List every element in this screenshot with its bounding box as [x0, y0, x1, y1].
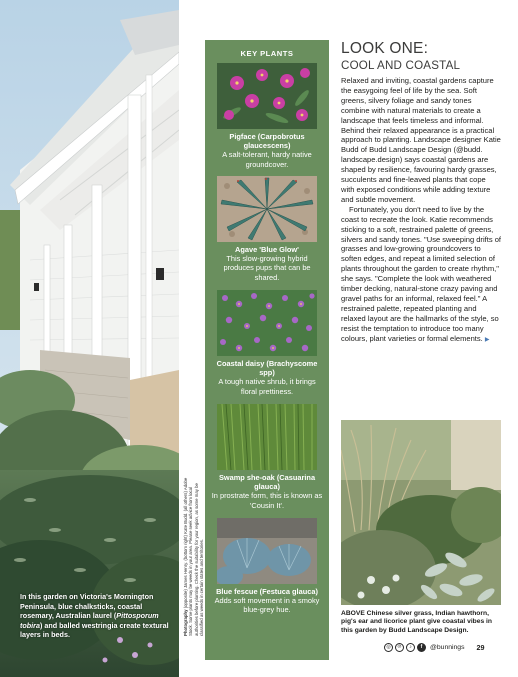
agave-text — [211, 245, 323, 282]
article — [341, 40, 501, 345]
plant-description: In prostrate form, this is known as 'Cousin It'. — [211, 491, 323, 510]
swamp-she-oak-photo — [217, 404, 317, 470]
plant-description: This slow-growing hybrid produces pups that can be shared. — [223, 254, 311, 282]
article-title: LOOK ONE: — [341, 40, 429, 57]
blue-fescue-text — [211, 587, 323, 615]
plant-name: Agave 'Blue Glow' — [235, 245, 299, 254]
facebook-icon[interactable]: f — [417, 643, 426, 652]
plant-description: A tough native shrub, it brings floral prettiness. — [218, 377, 316, 396]
photo-credit-text: Photography (opposite) James Henry. (bottom right) Kate Budd. (all others) Adobe Stock. Some plants may be weeds in your area. Please seek advice from local authorities before planting. Check the suitability for your region, as some may be classified as weeds in certain states and territories. — [183, 477, 205, 636]
page-number: 29 — [476, 642, 485, 652]
article-paragraph-1: Relaxed and inviting, coastal gardens capture the easygoing feel of life by the sea. Soft greens, silvery foliage and sandy tones combine with natural materials to create a landscape that feels timeless and informal. Behind their relaxed appearance is a practical approach to planting. Landscape designer Katie Budd of Budd Landscape Design (@budd. landscape.design) says coastal gardens are shaped by resilience, favouring hardy grasses, succulents and fine-leaved plants that cope with exposed conditions while adding texture and subtle movement. — [341, 76, 501, 204]
plant-name: Coastal daisy (Brachyscome spp) — [216, 359, 318, 378]
plant-description: A salt-tolerant, hardy native groundcover. — [222, 150, 312, 169]
plant-name: Pigface (Carpobrotus glaucescens) — [229, 132, 305, 151]
photo-credit — [183, 466, 205, 636]
hero-caption: In this garden on Victoria's Mornington Peninsula, blue chalksticks, coastal rosemary, Australian laurel (Pittosporum tobira) and balled westringia create textural layers in beds. — [20, 592, 169, 640]
coastal-garden-photo — [341, 420, 501, 605]
plant-name: Blue fescue (Festuca glauca) — [216, 587, 318, 596]
page-footer — [384, 640, 508, 654]
continue-arrow-icon: ▶ — [484, 336, 490, 343]
hero-photo — [0, 0, 179, 677]
instagram-icon[interactable]: ◎ — [384, 643, 393, 652]
key-plants-panel — [205, 40, 329, 660]
verandah-garden-illustration — [0, 0, 179, 677]
tiktok-icon[interactable]: ♪ — [406, 643, 415, 652]
swamp-she-oak-text — [211, 473, 323, 510]
pigface-photo — [217, 63, 317, 129]
coastal-daisy-photo — [217, 290, 317, 356]
key-plants-title: KEY PLANTS — [240, 49, 294, 58]
pinterest-icon[interactable]: ℗ — [395, 643, 404, 652]
social-handle[interactable]: @bunnings — [430, 643, 465, 651]
pigface-text — [211, 132, 323, 169]
article-subtitle: COOL AND COASTAL — [341, 59, 461, 72]
plant-description: Adds soft movement in a smoky blue-grey hue. — [214, 596, 320, 615]
photo-caption: ABOVE Chinese silver grass, Indian hawthorn, pig's ear and licorice plant give coastal vibes in this garden by Budd Landscape Design. — [341, 610, 492, 634]
agave-photo — [217, 176, 317, 242]
coastal-daisy-text — [211, 359, 323, 396]
blue-fescue-photo — [217, 518, 317, 584]
plant-name: Swamp she-oak (Casuarina glauca) — [218, 473, 316, 492]
article-paragraph-2: Fortunately, you don't need to live by the coast to recreate the look. Katie recommends sticking to a soft, restrained palette of greens, silvers and sandy tones. "Use sweeping drifts of grasses and low-growing groundcovers to soften edges, and repeat a limited selection of plants throughout the garden to create rhythm," she says. "Complete the look with weathered timber decking, natural-stone crazy paving and gravel paths for an informal, relaxed feel." A restrained palette, repeated planting and relaxed layout are the hallmarks of the style, so resist the temptation to introduce too many colours, plant varieties or formal elements. ▶ — [341, 204, 501, 343]
